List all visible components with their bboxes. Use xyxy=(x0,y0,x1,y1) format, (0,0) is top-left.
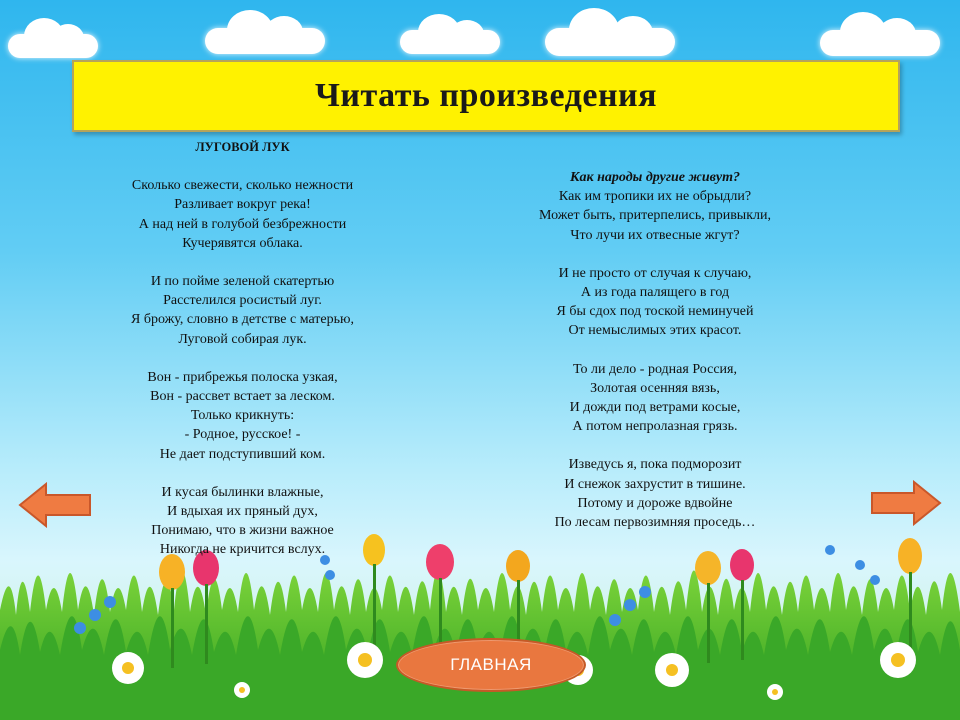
poem-line: По лесам первозимняя проседь… xyxy=(554,515,756,531)
stanza xyxy=(105,176,380,253)
poem-line: Никогда не кричится вслух. xyxy=(159,542,326,558)
poem-line: И вдыхая их пряный дух, xyxy=(167,504,318,520)
poem-line: Вон - прибрежья полоска узкая, xyxy=(147,369,338,385)
poem-line: И дожди под ветрами косые, xyxy=(569,400,741,416)
cloud xyxy=(820,30,940,56)
prev-slide-button[interactable] xyxy=(18,482,92,528)
stanza xyxy=(105,368,380,464)
stanza xyxy=(500,168,810,245)
poem-line: Не дает подступивший ком. xyxy=(159,446,326,462)
poem-line: То ли дело - родная Россия, xyxy=(573,361,737,377)
poem-line: Я бы сдох под тоской неминучей xyxy=(556,304,754,320)
poem-line: И снежок захрустит в тишине. xyxy=(564,476,746,492)
cloud xyxy=(545,28,675,56)
poem-line: Золотая осенняя вязь, xyxy=(590,380,720,396)
poem-line: А из года палящего в год xyxy=(580,285,730,301)
poem-line: Изведусь я, пока подморозит xyxy=(568,457,742,473)
poem-line: А над ней в голубой безбрежности xyxy=(138,216,347,232)
main-menu-button[interactable]: ГЛАВНАЯ xyxy=(396,638,586,692)
cloud xyxy=(400,30,500,54)
stanza xyxy=(105,483,380,560)
poem-line: Потому и дороже вдвойне xyxy=(577,495,733,511)
poem-line: Понимаю, что в жизни важное xyxy=(151,523,334,539)
stanza xyxy=(500,264,810,341)
cloud xyxy=(205,28,325,54)
poem-line: Вон - рассвет встает за леском. xyxy=(150,389,335,405)
poem-line: Что лучи их отвесные жгут? xyxy=(570,227,740,243)
stanza xyxy=(500,360,810,437)
poem-line: И по пойме зеленой скатертью xyxy=(150,274,335,290)
poem-first-line: Как народы другие живут? xyxy=(570,170,740,185)
page-title: Читать произведения xyxy=(314,77,658,114)
stanza xyxy=(105,272,380,349)
poem-line: Я брожу, словно в детстве с матерью, xyxy=(130,312,354,328)
poem-line: Сколько свежести, сколько нежности xyxy=(131,178,354,194)
poem-line: Только крикнуть: xyxy=(190,408,295,424)
arrow-right-icon xyxy=(872,482,940,524)
poem-line: И кусая былинки влажные, xyxy=(161,484,324,500)
poem-line: Может быть, притерпелись, привыкли, xyxy=(539,208,771,224)
title-banner xyxy=(72,60,900,132)
arrow-left-icon xyxy=(20,484,90,526)
poem-title: ЛУГОВОЙ ЛУК xyxy=(195,140,290,154)
poem-right xyxy=(500,168,810,551)
poem-line: - Родное, русское! - xyxy=(184,427,301,443)
stanza xyxy=(500,455,810,532)
poem-line: Расстелился росистый луг. xyxy=(163,293,322,309)
poem-line: Кучерявятся облака. xyxy=(182,235,303,251)
poem-line: Разливает вокруг река! xyxy=(174,197,311,213)
next-slide-button[interactable] xyxy=(870,480,942,526)
poem-left xyxy=(105,138,380,579)
cloud xyxy=(8,34,98,58)
poem-line: И не просто от случая к случаю, xyxy=(558,265,752,281)
poem-line: Как им тропики их не обрыдли? xyxy=(558,189,752,205)
poem-line: От немыслимых этих красот. xyxy=(568,323,742,339)
poem-line: Луговой собирая лук. xyxy=(178,331,307,347)
poem-line: А потом непролазная грязь. xyxy=(572,419,738,435)
